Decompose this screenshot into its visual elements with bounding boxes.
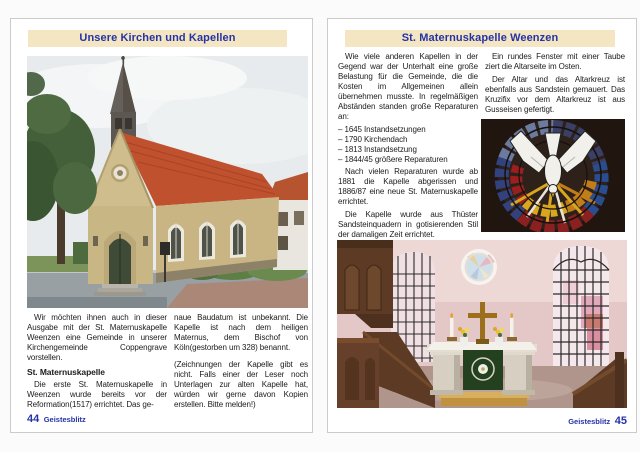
repair-list-item: – 1790 Kirchendach <box>338 135 408 144</box>
paragraph: Nach vielen Reparaturen wurde ab 1881 die Kapelle abgerissen und 1886/87 eine neue St. Maternuskapelle errichtet. <box>338 167 478 206</box>
chapel-interior-illustration <box>337 240 627 408</box>
chapel-interior-photo <box>337 240 627 408</box>
paragraph: (Zeichnungen der Kapelle gibt es nicht. Falls einer der Leser noch Unterlagen zur alten Kapelle hat, würden wir gerne davon Kopien erstellen. Bitte melden!) <box>174 360 308 409</box>
paragraph: naue Baudatum ist unbekannt. Die Kapelle ist nach dem heiligen Maternus, dem Bischof von Köln(gestorben um 328) benannt. <box>174 313 308 352</box>
repair-list-item: – 1645 Instandsetzungen <box>338 125 426 134</box>
magazine-name: Geistesblitz <box>568 417 611 426</box>
paragraph: Die Kapelle wurde aus Thüster Sandsteinquadern in gotisierenden Stil der damaligen Zeit errichtet. <box>338 210 478 239</box>
stained-glass-illustration <box>481 119 625 232</box>
repair-list <box>338 125 478 165</box>
right-page-column-2 <box>485 52 625 118</box>
right-page-column-1 <box>338 52 478 243</box>
page-number: 44 <box>27 413 40 425</box>
right-page-footer <box>568 411 627 429</box>
stained-glass-window-photo <box>481 119 625 232</box>
page-left <box>10 18 313 433</box>
church-exterior-photo <box>27 56 308 308</box>
repair-list-item: – 1844/45 größere Reparaturen <box>338 155 448 164</box>
page-number: 45 <box>614 415 627 427</box>
magazine-name: Geistesblitz <box>43 415 86 424</box>
left-page-column-1 <box>27 313 167 413</box>
paragraph: Der Altar und das Altarkreuz ist ebenfalls aus Sandstein gemauert. Das Kruzifix vor dem Altarkreuz ist aus Gusseisen gefertigt. <box>485 75 625 114</box>
repair-list-item: – 1813 Instandsetzung <box>338 145 417 154</box>
left-page-footer <box>27 409 86 427</box>
paragraph: Wir möchten ihnen auch in dieser Ausgabe mit der St. Maternuskapelle Weenzen eine Gemeinde in unserer Kirchengemeinde Coppengrave vorstellen. <box>27 313 167 362</box>
church-exterior-illustration <box>27 56 308 308</box>
left-page-title: Unsere Kirchen und Kapellen <box>28 30 287 47</box>
paragraph: Ein rundes Fenster mit einer Taube ziert die Altarseite im Osten. <box>485 52 625 71</box>
page-right <box>327 18 637 433</box>
paragraph: Die erste St. Maternuskapelle in Weenzen wurde bereits vor der Reformation(1517) errichtet. Das ge- <box>27 380 167 409</box>
subheading-maternuskapelle: St. Maternuskapelle <box>27 367 105 377</box>
paragraph: Wie viele anderen Kapellen in der Gegend war der Unterhalt eine große Belastung für die Gemeinde, die die Kosten im Allgemeinen allein übernehmen musste. In regelmäßigen Abständen standen große Reparaturen an: <box>338 52 478 121</box>
left-page-column-2 <box>174 313 308 413</box>
right-page-title: St. Maternuskapelle Weenzen <box>345 30 615 47</box>
